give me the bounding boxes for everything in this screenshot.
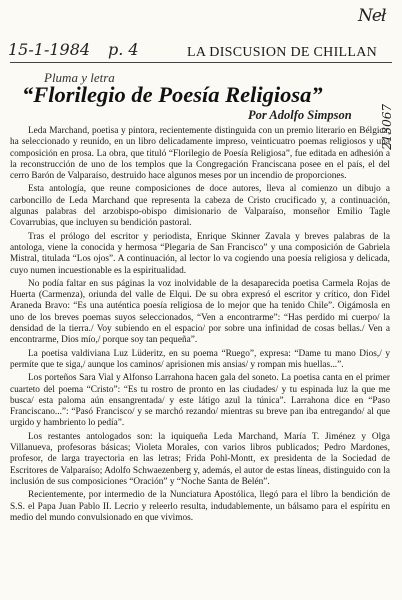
handwritten-date: 15-1-1984: [8, 40, 91, 59]
article-body: [10, 126, 390, 526]
newspaper-name: LA DISCUSION DE CHILLAN: [187, 45, 378, 60]
article-paragraph: Esta antología, que reune composiciones de doce autores, lleva al comienzo un dibujo a carboncillo de Leda Marchand que representa la cabeza de Cristo crucificado y, a continuación, algunas palabras del arzobispo-obispo dimisionario de Valparaíso, monseñor Emilio Tagle Covarrubias, que incluyen su bendición pastoral.: [10, 184, 390, 229]
article-byline: Por Adolfo Simpson: [248, 108, 352, 122]
article-paragraph: Recientemente, por intermedio de la Nunciatura Apostólica, llegó para el libro la bendición de S.S. el Papa Juan Pablo II. Lecrio y releerlo resulta, indudablemente, un bálsamo para el espíritu en medio del mundo convulsionado en que vivimos.: [10, 490, 390, 523]
handwritten-initials: Neł: [358, 6, 386, 26]
section-label: Pluma y letra: [44, 70, 115, 85]
article-paragraph: Tras el prólogo del escritor y periodista, Enrique Skinner Zavala y breves palabras de la antologa, viene la conocida y hermosa “Plegaria de San Francisco” y una composición de Gabriela Mistral, titulada “Los ojos”. A continuación, al lector lo va cogiendo una poesía religiosa y delicada, cuyo numen incuestionable es la espiritualidad.: [10, 231, 390, 276]
article-headline: “Florilegio de Poesía Religiosa”: [22, 82, 323, 107]
article-paragraph: Los restantes antologados son: la iquiqueña Leda Marchand, María T. Jiménez y Olga Villanueva, profesoras básicas; Violeta Morales, con varios libros publicados; Pedro Mardones, profesor, de larga trayectoria en las letras; Frida Pohl-Montt, ex presidenta de la Sociedad de Escritores de Valparaíso; Adolfo Schwaezenberg y, además, el autor de estas líneas, distinguido con la inclusión de sus composiciones “Oración” y “Noche Santa de Belén”.: [10, 431, 390, 487]
handwritten-clip-number: 213067: [380, 104, 394, 150]
article-paragraph: No podía faltar en sus páginas la voz inolvidable de la desaparecida poetisa Carmela Rojas de Huerta (Carmenza), oriunda del valle de Elqui. De su obra expresó el escritor y crítico, don Fidel Araneda Bravo: “Es una auténtica poesía religiosa de lo mejor que ha tenido Chile”. Oigámosla en uno de los breves poemas suyos seleccionados, “Ven a encontrarme”: “Has perdido mi cuerpo/ la densidad de la tierra./ Voy subiendo en el espacio/ por sobre una infinidad de cosas bellas./ Ven a encontrarme, Dios mío,/ porque soy tan pequeña”.: [10, 278, 390, 346]
handwritten-page-number: p. 4: [108, 40, 139, 59]
article-paragraph: La poetisa valdiviana Luz Lüderitz, en su poema “Ruego”, expresa: “Dame tu mano Dios,/ y permíte que te siga,/ aunque los caminos/ aprisionen mis ansias/ y rompan mis huellas...”.: [10, 348, 390, 370]
header-divider: [10, 62, 392, 63]
article-paragraph: Leda Marchand, poetisa y pintora, recientemente distinguida con un premio literario en Bélgica, ha seleccionado y reunido, en un libro delicadamente impreso, veinticuatro poemas religiosos y una composición en prosa. La obra, que tituló “Florilegio de Poesía Religiosa”, fue editada en adhesión a la reconstrucción de uno de los templos que la Congregación Franciscana posee en el país, el del cerro Barón de Valparaíso, destruido hace algunos meses por un incendio de proporciones.: [10, 126, 390, 182]
article-paragraph: Los porteños Sara Vial y Alfonso Larrahona hacen gala del soneto. La poetisa canta en el primer cuarteto del poema “Cristo”: “Es tu rostro de pronto en las ciudades/ y tu espinada luz la que me busca/ esta paloma aún ensangrentada/ y este látigo azul la túnica”. Larrahona dice en “Paso Franciscano...”: “Pasó Francisco/ y se marchó rezando/ mientras su breve pan iba entregando/ al que urgido y hambriento lo pedía”.: [10, 373, 390, 429]
